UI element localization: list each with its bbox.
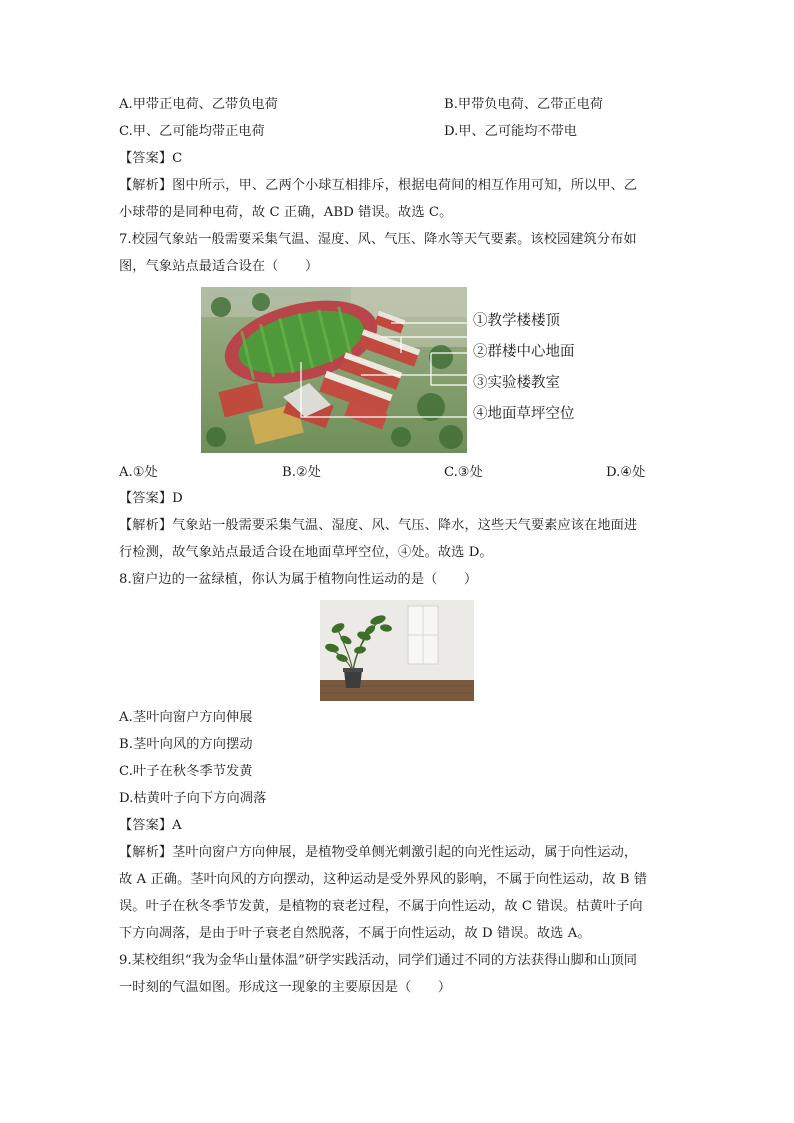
q8-option-a: A.茎叶向窗户方向伸展: [119, 710, 253, 725]
label-lab-classroom: ③实验楼教室: [473, 375, 560, 391]
q6-analysis-line: 小球带的是同种电荷，故 C 正确，ABD 错误。故选 C。: [119, 205, 453, 220]
q8-answer: 【答案】A: [119, 818, 182, 833]
q7-option-b: B.②处: [282, 465, 321, 480]
q7-stem-line: 图，气象站点最适合设在（ ）: [119, 259, 319, 274]
label-building-center-ground: ②群楼中心地面: [473, 344, 575, 360]
q9-stem-line: 9.某校组织“我为金华山量体温”研学实践活动，同学们通过不同的方法获得山脚和山顶同: [119, 953, 638, 968]
q8-option-c: C.叶子在秋冬季节发黄: [119, 764, 253, 779]
campus-aerial-photo: [201, 287, 467, 453]
q6-option-d: D.甲、乙可能均不带电: [444, 124, 577, 139]
q7-option-c: C.③处: [444, 465, 483, 480]
q8-analysis-line: 【解析】茎叶向窗户方向伸展，是植物受单侧光刺激引起的向光性运动，属于向性运动，: [119, 845, 638, 860]
q8-option-d: D.枯黄叶子向下方向凋落: [119, 791, 267, 806]
q8-analysis-line: 下方向凋落，是由于叶子衰老自然脱落，不属于向性运动，故 D 错误。故选 A。: [119, 926, 591, 941]
q7-option-d: D.④处: [606, 465, 646, 480]
label-lawn-open-space: ④地面草坪空位: [473, 406, 575, 422]
window-plant-photo: [320, 600, 474, 701]
q8-analysis-line: 误。叶子在秋冬季节发黄，是植物的衰老过程，不属于向性运动，故 C 错误。枯黄叶子向: [119, 899, 643, 914]
q7-analysis-line: 【解析】气象站一般需要采集气温、湿度、风、气压、降水，这些天气要素应该在地面进: [119, 518, 638, 533]
q7-stem-line: 7.校园气象站一般需要采集气温、湿度、风、气压、降水等天气要素。该校园建筑分布如: [119, 232, 637, 247]
q8-analysis-line: 故 A 正确。茎叶向风的方向摆动，这种运动是受外界风的影响，不属于向性运动，故 B 错: [119, 872, 648, 887]
q6-option-a: A.甲带正电荷、乙带负电荷: [119, 97, 278, 112]
q8-stem: 8.窗户边的一盆绿植，你认为属于植物向性运动的是（ ）: [119, 572, 478, 587]
q7-analysis-line: 行检测，故气象站点最适合设在地面草坪空位，④处。故选 D。: [119, 545, 493, 560]
q8-option-b: B.茎叶向风的方向摆动: [119, 737, 253, 752]
label-teaching-building-roof: ①教学楼楼顶: [473, 313, 560, 329]
q7-option-a: A.①处: [119, 465, 158, 480]
q7-answer: 【答案】D: [119, 491, 183, 506]
q6-option-b: B.甲带负电荷、乙带正电荷: [444, 97, 603, 112]
q6-answer: 【答案】C: [119, 151, 183, 166]
q6-option-c: C.甲、乙可能均带正电荷: [119, 124, 265, 139]
q9-stem-line: 一时刻的气温如图。形成这一现象的主要原因是（ ）: [119, 980, 452, 995]
q6-analysis-line: 【解析】图中所示，甲、乙两个小球互相排斥，根据电荷间的相互作用可知，所以甲、乙: [119, 178, 638, 193]
